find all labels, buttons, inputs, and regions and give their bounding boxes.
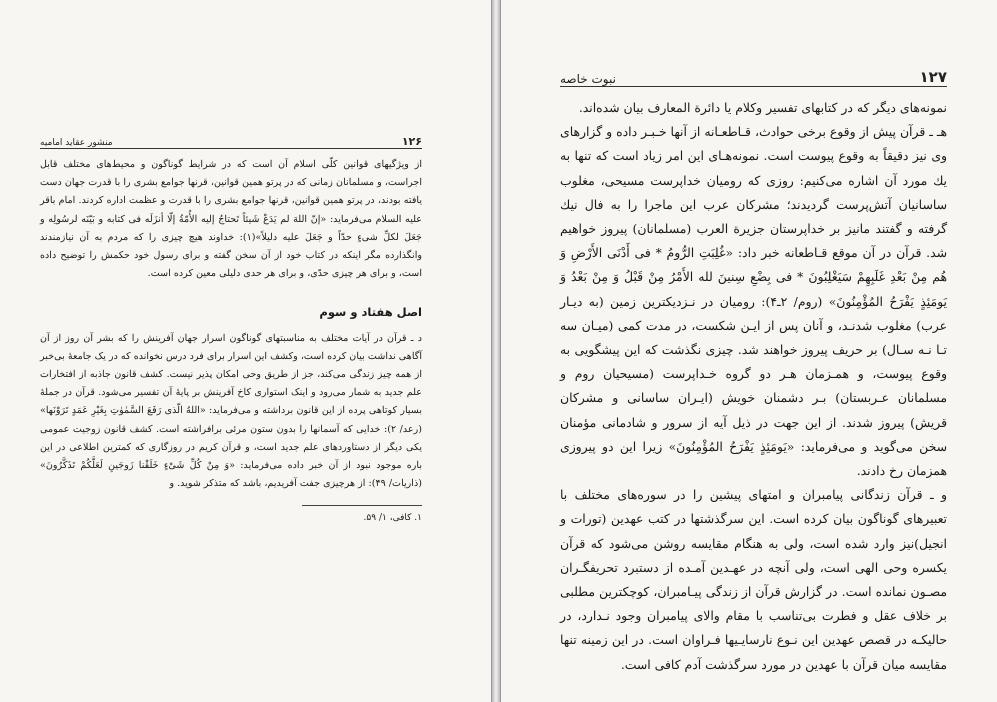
left-page-header — [40, 132, 422, 149]
right-paragraph-1: نمونه‌های دیگر که در کتابهای تفسیر وکلام یا دائرة المعارف بیان شده‌اند. — [578, 100, 947, 115]
left-top-paragraph: از ویژگیهای قوانین کلّی اسلام آن است که در شرایط گوناگون و محیط‌های مختلف قابل اجراست، و مسلمانان زمانی که در پرتو همین قوانین، قرنها جوامع بشری را با قدرت جهان دست یافته بودند، در پرتو همین قوانین، قرنها جوامع بشری را با قدرت و عظمت اداره کردند. امام باقر علیه السلام می‌فرماید: «إنّ اللهَ لم یَدَعْ شَیئاً تَحتاجُ إلیه الأُمّةُ إلّا أنزَلَه فی کتابه و بَیّنَه لرسُولِه و جَعَلَ لکلِّ شیءٍ حدّاً و جَعَلَ علیه دلیلاً»(۱): خداوند هیچ چیزی را که مردم به آن نیازمندند وانگذارده مگر اینکه در کتاب خود از آن سخن گفته و برای رسول خود حکمش را توضیح داده است، و برای هر چیزی حدّی، و برای هر حدی دلیلی معین کرده است. — [40, 159, 422, 280]
book-gutter — [492, 0, 500, 702]
right-page-number: ۱۲۷ — [919, 68, 947, 86]
right-page-header — [560, 66, 947, 87]
left-page-number: ۱۲۶ — [401, 135, 422, 148]
left-running-title: منشور عقاید امامیه — [40, 138, 113, 148]
right-paragraph-2: هـ ـ قرآن پیش از وقوع برخی حوادث، قـاطعـانه از آنها خـبـر داده و گزارهای وی نیز دقیقاً به وقوع پیوست است. نمونه‌هـای این امر زیاد است که تنها به یك مورد آن اشاره می‌کنیم: روزی که رومیان خداپرست مسیحی، مغلوب ساسانیان آتش‌پرست گردیدند؛ مشرکان عرب این ماجرا را به فال نیك گرفته و گفتند مانیز بر خداپرستان جزیرة العرب (مسلمانان) پیروز خواهیم شد. قرآن در آن موقع قـاطعانه خبر داد: «غُلِبَتِ الرُّومُ * فی أَدْنَی الأَرْضِ وَ هُم مِنْ بَعْدِ غَلَبِهِمْ سَیَغْلِبُونَ * فی بِضْعِ سِنینَ لله الأَمْرُ مِنْ قَبْلُ وَ مِنْ بَعْدُ وَ یَومَئِذٍ یَفْرَحُ المُؤْمِنُونَ» (روم/ ۲ـ۴): رومیان در نـزدیکترین زمین (به دیـار عرب) مغلوب شدنـد، و آنان پس از ایـن شکست، در مدت کمی (میـان سه تـا نـه سـال) بر حریف پیروز خواهند شد. چیزی نگذشت که این پیشگویی به وقوع پیوست، و همـزمان هـر دو گروه خـداپرست (مسیحیان روم و مسلمانان عـربستان) بـر دشمنان خویش (ایـران ساسانی و مشرکان قریش) پیروز شدند. از این جهت در ذیل آیه از سرور و شادمانی مؤمنان سخن می‌گوید و می‌فرماید: «یَومَئِذٍ یَفْرَحُ المُؤْمِنُونَ» زیرا این دو پیروزی همزمان رخ دادند. — [560, 124, 947, 479]
section-title: اصل هفتاد و سوم — [319, 305, 422, 320]
right-page-body — [560, 96, 947, 677]
footnote-divider — [302, 505, 422, 506]
right-running-title: نبوت خاصه — [560, 72, 616, 86]
left-section-paragraph: د ـ قرآن در آیات مختلف به مناسبتهای گوناگون اسرار جهان آفرینش را که بشر آن روز از آن آگاهی نداشت بیان کرده است، وکشف این اسرار برای فرد درس نخوانده که در یک جامعهٔ بی‌خبر از همه چیز زندگی می‌کند، جز از طریق وحی امکان پذیر نیست. کشف قانون جاذبه از افتخارات علم جدید به شمار می‌رود و اینک استواری کاخ آفرینش بر پایهٔ آن تفسیر می‌شود. قرآن در جملهٔ بسیار کوتاهی پرده از این قانون برداشته و می‌فرماید: «اللهُ الّذی رَفَعَ السَّمٰوٰتِ بِغَیْرِ عَمَدٍ تَرَوْنَها» (رعد/ ۲): خدایی که آسمانها را بدون ستون مرئی برافراشته است. کشف قانون زوجیت عمومی یکی دیگر از دستاوردهای علم جدید است، و قرآن کریم در روزگاری که کمترین اطلاعی در این باره موجود نبود از آن خبر داده می‌فرماید: «وَ مِنْ کُلِّ شَیْءٍ خَلَقْنا زَوجَینِ لَعَلَّکُمْ تَذَکَّرُونَ» (ذاریات/ ۴۹): از هرچیزی جفت آفریدیم، باشد که متذکر شوید. و — [40, 332, 422, 490]
left-page — [0, 0, 492, 702]
right-page — [500, 0, 997, 702]
right-paragraph-3: و ـ قرآن زندگانی پیامبران و امتهای پیشین را در سوره‌های مختلف با تعبیرهای گوناگون بیان کرده است. این سرگذشتها در کتب عهدین (تورات و انجیل)نیز وارد شده است، ولی به هنگام مقایسه روشن می‌شود که قرآن یکسره وحی الهی است، ولی آنچه در عهـدین آمـده از دستبرد تحریفگـران مصـون نمانده است. در گزارش قرآن از زندگی پیـامبران، کوچکترین مطلبی بر خلاف عقل و فطرت بی‌تناسب با مقام والای پیامبران وجود نـدارد، در حالیکـه در قصص عهدین این نـوع نارسایـیها فـراوان است. در این زمینه تنها مقایسه میان قرآن با عهدین در مورد سرگذشت آدم کافی است. — [560, 487, 947, 672]
left-page-body — [40, 156, 422, 526]
footnote: ۱. کافی، ۱/ ۵۹. — [363, 513, 422, 524]
